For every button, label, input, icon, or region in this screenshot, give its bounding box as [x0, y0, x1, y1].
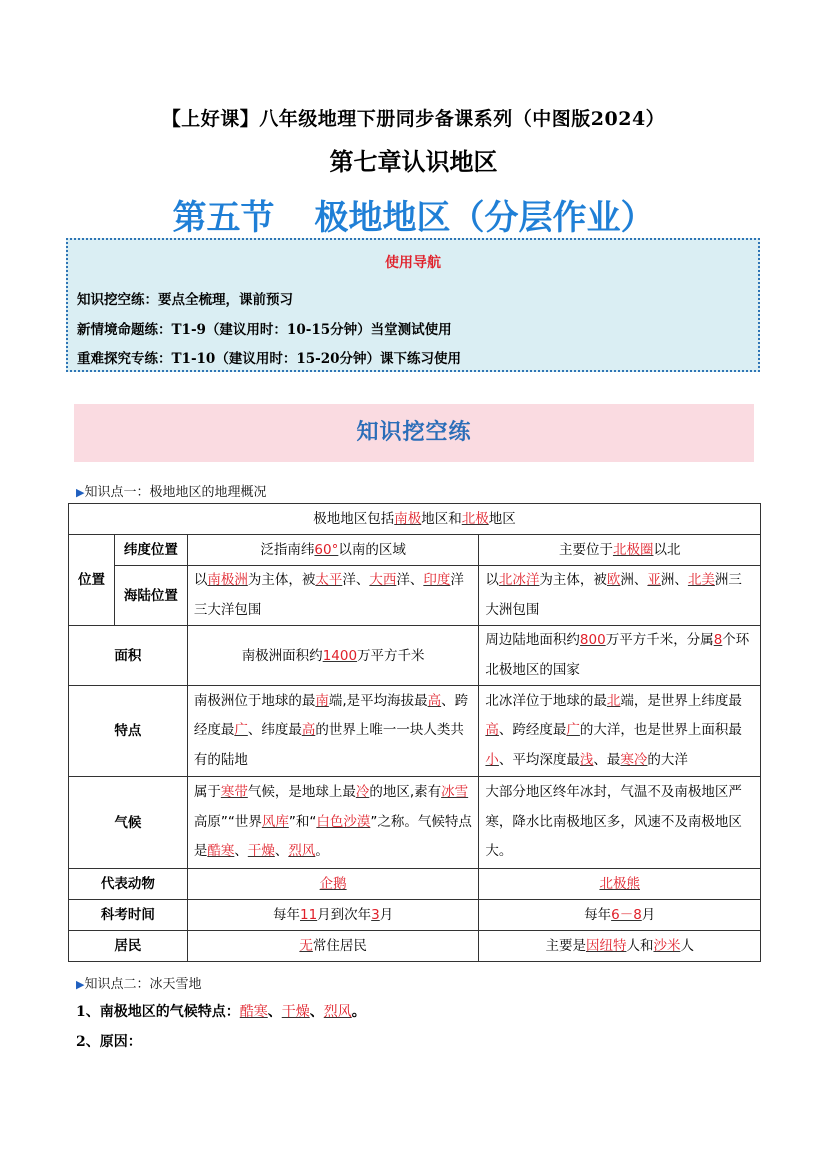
triangle-icon: ▶ — [76, 486, 85, 499]
section-name: 极地地区（分层作业） — [314, 198, 655, 238]
answer-blank: 酷寒 — [239, 1004, 268, 1020]
cell-lat-south — [187, 535, 479, 566]
answer-blank: 企鹅 — [319, 876, 347, 892]
cell-clim-south — [187, 777, 479, 869]
text-run: 地区和 — [421, 511, 462, 527]
text-run: 常住居民 — [312, 938, 367, 954]
text-run: 端，是世界上纬度最 — [620, 692, 742, 709]
answer-blank: 1400 — [322, 647, 358, 664]
text-run: 的世界上唯一一块人类共有的陆地 — [193, 722, 464, 768]
answer-blank: 太平 — [315, 572, 343, 588]
text-run: 、跨经度最 — [193, 692, 469, 739]
table-intro-row — [69, 504, 761, 535]
row-header-area: 面积 — [69, 626, 188, 686]
answer-blank: 南 — [315, 692, 329, 709]
answer-blank: 广 — [234, 722, 248, 739]
text-run: 端,是平均海拔最 — [328, 692, 428, 709]
text-run: 个环北极地区的国家 — [485, 632, 750, 678]
text-run: 万平方千米，分属 — [605, 632, 714, 648]
cell-lat-north — [479, 535, 761, 566]
cell-clim-north: 大部分地区终年冰封，气温不及南极地区严寒，降水比南极地区多，风速不及南极地区大。 — [479, 777, 761, 869]
answer-blank: 寒冷 — [620, 751, 648, 768]
row-header-features: 特点 — [69, 686, 188, 777]
guide-line: 重难探究专练：T1-10（建议用时：15-20分钟）课下练习使用 — [77, 351, 462, 367]
answer-blank: 烈风 — [323, 1004, 352, 1020]
row-header-climate: 气候 — [69, 777, 188, 869]
row-header-land-sea: 海陆位置 — [114, 566, 187, 626]
question-2 — [76, 1031, 142, 1051]
usage-guide-heading: 使用导航 — [385, 255, 441, 271]
text-run: ”和“ — [288, 813, 317, 830]
text-run: 为主体，被 — [539, 572, 607, 588]
row-header-research: 科考时间 — [69, 900, 188, 931]
answer-blank: 冷 — [355, 784, 370, 801]
cell-resid-north — [479, 931, 761, 962]
cell-area-north — [479, 626, 761, 686]
chapter-title: 第七章认识地区 — [329, 147, 498, 176]
cell-res-north — [479, 900, 761, 931]
answer-blank: 北极 — [461, 511, 489, 527]
text-run: 极地地区包括 — [313, 511, 395, 527]
cell-ls-south — [187, 566, 479, 626]
text-run: 南极洲位于地球的最 — [193, 692, 316, 709]
answer-blank: 南极 — [394, 511, 422, 527]
text-run: 洲、 — [660, 572, 688, 588]
cell-animal-south — [187, 869, 479, 900]
answer-blank: 干燥 — [281, 1004, 310, 1020]
text-run: 以南的区域 — [338, 542, 406, 558]
answer-blank: 欧 — [606, 572, 621, 588]
answer-blank: 酷寒 — [207, 843, 235, 860]
answer-blank: 高 — [427, 692, 442, 709]
cell-res-south — [187, 900, 479, 931]
answer-blank: 800 — [579, 632, 606, 648]
answer-blank: 南极洲 — [207, 572, 248, 588]
text-run: 洲、 — [620, 572, 648, 588]
answer-blank: 白色沙漠 — [316, 813, 371, 830]
text-run: 泛指南纬 — [260, 542, 315, 558]
text-run: 、 — [234, 843, 248, 860]
answer-blank: 干燥 — [247, 843, 275, 860]
text-run: 、纬度最 — [247, 722, 302, 739]
text-run: 地区 — [488, 511, 516, 527]
q2-label: 2、原因： — [76, 1034, 142, 1050]
text-run: 、平均深度最 — [498, 751, 580, 768]
row-header-animals: 代表动物 — [69, 869, 188, 900]
text-run: 、最 — [593, 751, 621, 768]
text-run: 、 — [267, 1004, 282, 1020]
answer-blank: 寒带 — [220, 784, 248, 801]
answer-blank: 8 — [713, 632, 723, 648]
guide-line: 新情境命题练：T1-9（建议用时：10-15分钟）当堂测试使用 — [77, 322, 452, 338]
text-run: 的地区,素有 — [369, 784, 442, 801]
answer-blank: 浅 — [579, 751, 594, 768]
text-run: 以 — [485, 572, 499, 588]
cell-feat-north — [479, 686, 761, 777]
text-run: 为主体，被 — [247, 572, 316, 588]
text-run: 。 — [315, 843, 329, 860]
answer-blank: 北极熊 — [599, 876, 640, 892]
text-run: 的大洋 — [647, 751, 688, 768]
answer-blank: 沙米 — [653, 938, 681, 954]
row-header-latitude: 纬度位置 — [114, 535, 187, 566]
text-run: 。 — [351, 1004, 366, 1020]
text-run: 、跨经度最 — [498, 722, 567, 739]
text-run: 月到次年 — [317, 907, 372, 923]
section-title — [0, 190, 827, 239]
text-run: 每年 — [272, 907, 300, 923]
text-run: 月 — [379, 907, 394, 923]
section-banner: 知识挖空练 — [74, 404, 754, 462]
text-run: 以 — [193, 572, 208, 588]
question-1 — [76, 1001, 366, 1021]
kp2-label: 知识点二：冰天雪地 — [84, 977, 202, 992]
text-run: 的大洋，也是世界上面积最 — [579, 722, 742, 739]
cell-feat-south — [187, 686, 479, 777]
answer-blank: 烈风 — [288, 843, 316, 860]
answer-blank: 印度 — [423, 572, 451, 588]
answer-blank: 亚 — [647, 572, 661, 588]
answer-blank: 小 — [485, 751, 499, 768]
answer-blank: 冰雪 — [441, 784, 469, 801]
q1-answers — [240, 1004, 366, 1020]
cell-animal-north — [479, 869, 761, 900]
text-run: 、 — [274, 843, 289, 860]
answer-blank: 北 — [606, 692, 621, 709]
kp1-label: 知识点一：极地地区的地理概况 — [84, 485, 267, 500]
row-header-residents: 居民 — [69, 931, 188, 962]
answer-blank: 北美 — [687, 572, 715, 588]
text-run: 每年 — [584, 907, 612, 923]
triangle-icon: ▶ — [76, 978, 85, 991]
text-run: 属于 — [193, 784, 221, 801]
text-run: 洲三大洲包围 — [485, 572, 742, 618]
text-run: 人 — [680, 938, 694, 954]
section-number: 第五节 — [172, 198, 275, 238]
answer-blank: 风库 — [261, 813, 289, 830]
answer-blank: 3 — [371, 907, 380, 923]
text-run: 洋三大洋包围 — [193, 572, 464, 618]
text-run: 以北 — [653, 542, 681, 558]
text-run: 南极洲面积约 — [241, 647, 323, 664]
answer-blank: 北冰洋 — [498, 572, 540, 588]
knowledge-point-2 — [76, 973, 201, 992]
answer-blank: 大西 — [369, 572, 397, 588]
text-run: 高原”“世界 — [193, 813, 262, 830]
guide-line: 知识挖空练：要点全梳理，课前预习 — [77, 292, 293, 308]
cell-area-south — [187, 626, 479, 686]
text-run: 万平方千米 — [357, 647, 425, 664]
answer-blank: 北极圈 — [612, 542, 654, 558]
polar-overview-table — [68, 503, 761, 962]
text-run: 气候，是地球上最 — [247, 784, 356, 801]
answer-blank: 广 — [566, 722, 580, 739]
text-run: 月 — [641, 907, 656, 923]
answer-blank: 因纽特 — [585, 938, 627, 954]
text-run: 北冰洋位于地球的最 — [485, 692, 607, 709]
answer-blank: 高 — [485, 722, 499, 739]
row-header-position: 位置 — [69, 535, 115, 626]
answer-blank: 无 — [299, 938, 313, 954]
text-run: 洋、 — [396, 572, 424, 588]
text-run: 周边陆地面积约 — [485, 632, 580, 648]
knowledge-point-1 — [76, 481, 266, 500]
text-run: 主要是 — [545, 938, 586, 954]
text-run: 主要位于 — [558, 542, 613, 558]
answer-blank: 高 — [301, 722, 316, 739]
answer-blank: 6－8 — [611, 907, 642, 923]
text-run: 、 — [309, 1004, 324, 1020]
text-run: 洋、 — [342, 572, 370, 588]
cell-resid-south — [187, 931, 479, 962]
q1-label: 1、南极地区的气候特点： — [76, 1004, 240, 1020]
answer-blank: 11 — [299, 907, 318, 923]
usage-guide-box — [66, 238, 760, 372]
answer-blank: 60° — [314, 542, 339, 558]
text-run: 人和 — [626, 938, 654, 954]
series-title: 【上好课】八年级地理下册同步备课系列（中图版2024） — [161, 108, 666, 130]
text-run: ”之称。气候特点是 — [193, 813, 472, 860]
cell-ls-north — [479, 566, 761, 626]
